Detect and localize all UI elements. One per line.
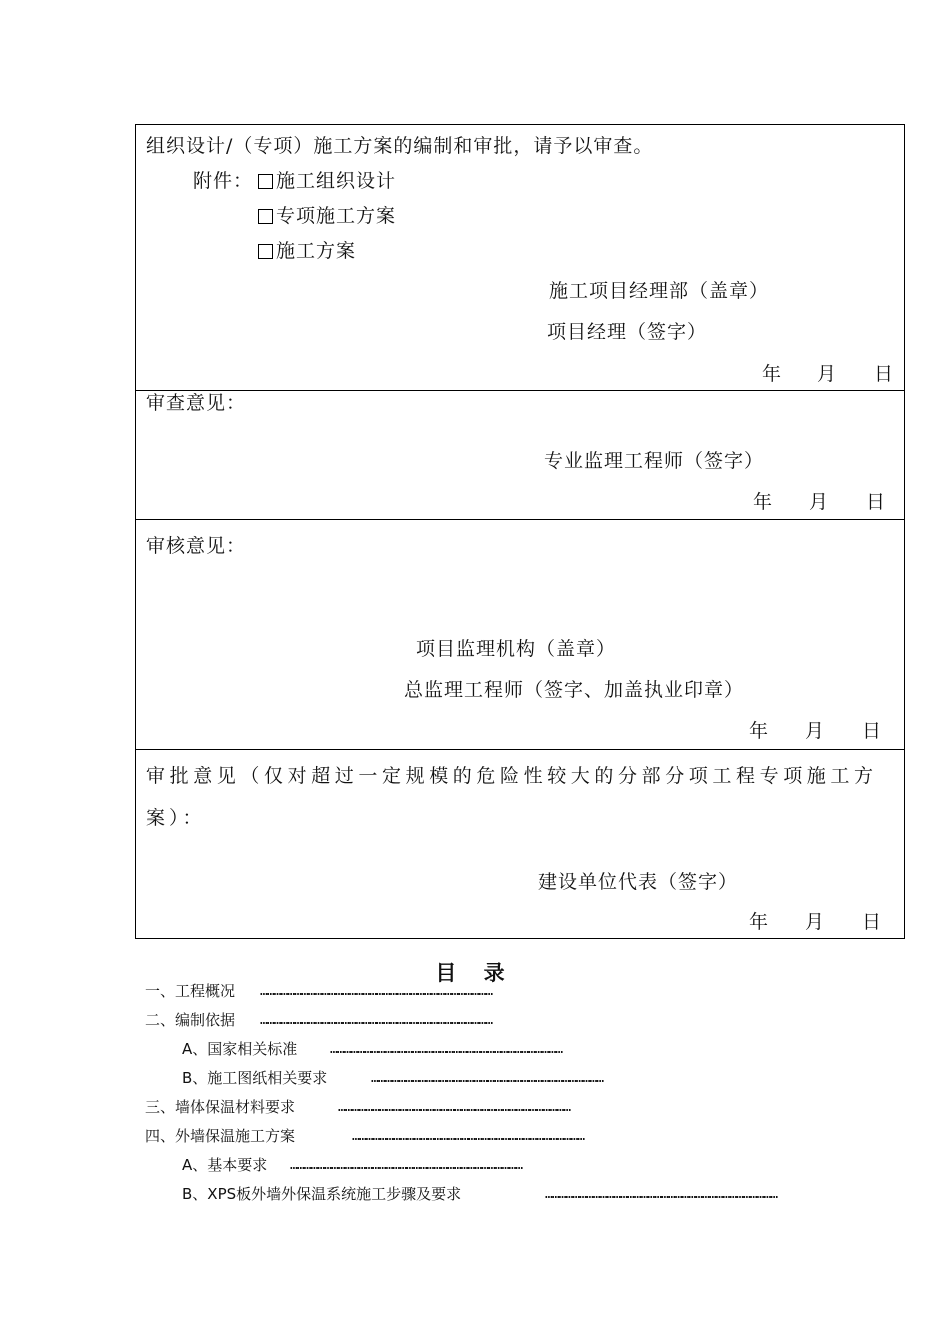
- date-year: 年: [762, 363, 782, 385]
- toc-item[interactable]: A、国家相关标准: [182, 1040, 298, 1058]
- date-month: 月: [817, 363, 837, 385]
- toc-leader: …………………………………………………………………………………………: [260, 984, 493, 999]
- toc-title: 目 录: [435, 961, 515, 985]
- review-section: [136, 391, 904, 520]
- toc-leader: …………………………………………………………………………………………: [330, 1042, 563, 1057]
- application-intro: 组织设计/（专项）施工方案的编制和审批，请予以审查。: [146, 135, 654, 157]
- attachments-label: 附件：: [193, 170, 254, 192]
- toc-leader: …………………………………………………………………………………………: [338, 1100, 571, 1115]
- date-year: 年: [749, 720, 769, 742]
- toc-leader: …………………………………………………………………………………………: [545, 1187, 778, 1202]
- toc-item[interactable]: 三、墙体保温材料要求: [145, 1098, 296, 1116]
- option-label: 专项施工方案: [276, 205, 397, 227]
- date-line: [136, 719, 904, 743]
- checkbox[interactable]: [258, 174, 273, 189]
- toc-leader: …………………………………………………………………………………………: [352, 1129, 585, 1144]
- audit-label: 审核意见：: [146, 535, 247, 557]
- date-month: 月: [805, 720, 825, 742]
- toc-leader: …………………………………………………………………………………………: [290, 1158, 523, 1173]
- toc-item[interactable]: 二、编制依据: [145, 1011, 236, 1029]
- dept-seal-line: 施工项目经理部（盖章）: [549, 280, 770, 302]
- date-line: [136, 362, 904, 386]
- option-label: 施工组织设计: [276, 170, 397, 192]
- toc-item[interactable]: B、施工图纸相关要求: [182, 1069, 328, 1087]
- review-label: 审查意见：: [146, 392, 247, 414]
- approval-section: [136, 750, 904, 940]
- date-line: [136, 490, 904, 514]
- attachment-option-plan[interactable]: [258, 239, 356, 263]
- toc-item[interactable]: 四、外墙保温施工方案: [145, 1127, 296, 1145]
- date-month: 月: [805, 911, 825, 933]
- date-day: 日: [866, 491, 886, 513]
- date-day: 日: [862, 720, 882, 742]
- approval-label-line2: 案）：: [146, 807, 206, 829]
- toc-item[interactable]: 一、工程概况: [145, 982, 236, 1000]
- date-day: 日: [862, 911, 882, 933]
- owner-rep-sign-line: 建设单位代表（签字）: [538, 871, 739, 893]
- checkbox[interactable]: [258, 244, 273, 259]
- toc-leader: …………………………………………………………………………………………: [371, 1071, 604, 1086]
- toc-item[interactable]: A、基本要求: [182, 1156, 268, 1174]
- date-line: [136, 910, 904, 934]
- toc-item[interactable]: B、XPS板外墙外保温系统施工步骤及要求: [182, 1185, 462, 1203]
- date-year: 年: [749, 911, 769, 933]
- approval-label-line1: 审批意见（仅对超过一定规模的危险性较大的分部分项工程专项施工方: [146, 765, 878, 787]
- date-year: 年: [753, 491, 773, 513]
- audit-section: [136, 520, 904, 750]
- date-day: 日: [874, 363, 894, 385]
- manager-sign-line: 项目经理（签字）: [547, 321, 708, 343]
- chief-engineer-sign-line: 总监理工程师（签字、加盖执业印章）: [404, 679, 745, 701]
- approval-form-table: [135, 124, 905, 939]
- engineer-sign-line: 专业监理工程师（签字）: [544, 450, 765, 472]
- application-section: [136, 125, 904, 391]
- option-label: 施工方案: [276, 240, 357, 262]
- date-month: 月: [809, 491, 829, 513]
- checkbox[interactable]: [258, 209, 273, 224]
- attachment-option-construction-design[interactable]: [258, 169, 396, 193]
- toc-leader: …………………………………………………………………………………………: [260, 1013, 493, 1028]
- attachment-option-special-plan[interactable]: [258, 204, 396, 228]
- supervision-org-seal-line: 项目监理机构（盖章）: [416, 638, 617, 660]
